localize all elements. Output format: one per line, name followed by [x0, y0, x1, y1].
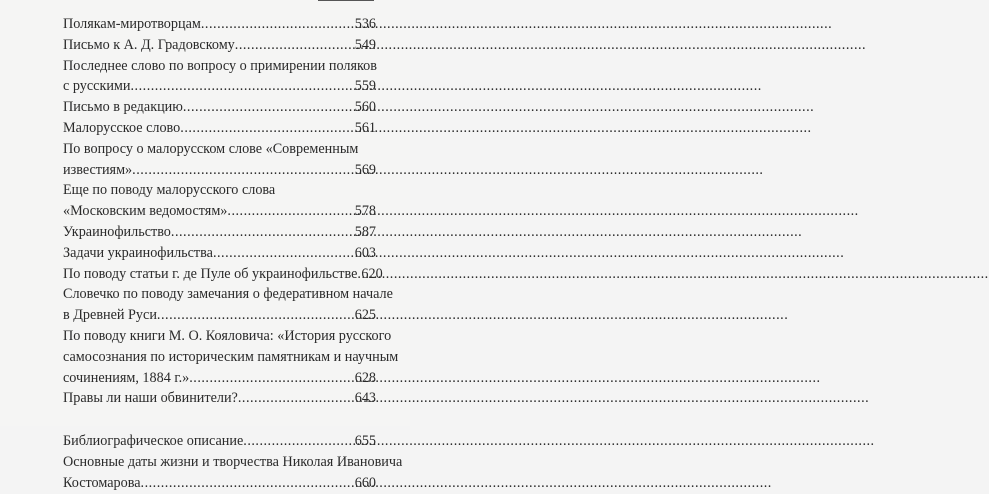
toc-entry[interactable]: [63, 264, 383, 285]
toc-entry-title-line: известиям»: [63, 161, 133, 178]
table-of-contents: [63, 14, 403, 494]
dot-leader: [238, 388, 355, 409]
dot-leader: [141, 473, 355, 494]
toc-entry-page: 620: [361, 265, 383, 282]
toc-entry[interactable]: [63, 118, 376, 139]
toc-entry[interactable]: [63, 284, 393, 326]
toc-entry-page: 628: [354, 369, 376, 386]
toc-entry[interactable]: [63, 180, 376, 222]
toc-entry-title-line: с русскими: [63, 78, 131, 95]
toc-entry[interactable]: [63, 35, 376, 56]
toc-entry-title: Малорусское слово: [63, 119, 181, 136]
toc-entry-page: 625: [354, 307, 376, 324]
dot-leader: [131, 76, 355, 97]
dot-leader: [235, 35, 355, 56]
dot-leader: [171, 222, 355, 243]
dot-leader: [157, 305, 355, 326]
toc-entry-title: Библиографическое описание: [63, 433, 244, 450]
dot-leader: [183, 97, 355, 118]
toc-entry-page: 560: [354, 99, 376, 116]
toc-entry-page: 660: [354, 474, 376, 491]
book-page: [0, 0, 410, 491]
toc-entry-title-line: самосознания по историческим памятникам и научным: [63, 348, 399, 365]
dot-leader: [243, 431, 354, 452]
toc-entry-page: 559: [354, 78, 376, 95]
section-spacer: [63, 409, 376, 431]
toc-entry-page: 603: [354, 244, 376, 261]
toc-entry[interactable]: [63, 452, 403, 494]
toc-entry-title-line: Словечко по поводу замечания о федеративном начале: [63, 286, 393, 303]
header-rule: [318, 0, 374, 1]
toc-entry[interactable]: [63, 14, 376, 35]
toc-entry-title-line: Еще по поводу малорусского слова: [63, 182, 276, 199]
toc-entry-page: 578: [354, 203, 376, 220]
toc-entry-title-line: «Московским ведомостям»: [63, 203, 228, 220]
toc-entry-title: Задачи украинофильства: [63, 244, 213, 261]
toc-entry-page: 655: [354, 433, 376, 450]
toc-entry[interactable]: [63, 388, 376, 409]
toc-entry-title-line: Костомарова: [63, 474, 141, 491]
toc-entry-title: Правы ли наши обвинители?: [63, 390, 238, 407]
toc-entry-page: 569: [354, 161, 376, 178]
toc-entry-title-line: Основные даты жизни и творчества Николая Ивановича: [63, 453, 403, 470]
toc-entry-page: 549: [354, 36, 376, 53]
toc-entry-page: 561: [354, 119, 376, 136]
toc-entry[interactable]: [63, 243, 376, 264]
toc-entry-title-line: Последнее слово по вопросу о примирении поляков: [63, 57, 377, 74]
toc-entry[interactable]: [63, 97, 376, 118]
toc-entry-title-line: По вопросу о малорусском слове «Современным: [63, 140, 359, 157]
toc-entry[interactable]: [63, 139, 376, 181]
dot-leader: [213, 243, 355, 264]
toc-entry-title: По поводу статьи г. де Пуле об украинофильстве: [63, 265, 358, 282]
toc-entry-title: Полякам-миротворцам: [63, 16, 201, 32]
toc-entry[interactable]: [63, 222, 376, 243]
toc-entry-title: Письмо к А. Д. Градовскому: [63, 36, 235, 53]
toc-entry[interactable]: [63, 431, 376, 452]
dot-leader: [189, 368, 355, 389]
toc-entry-title-line: По поводу книги М. О. Кояловича: «История русского: [63, 327, 392, 344]
dot-leader: [180, 118, 354, 139]
toc-entry-page: 643: [354, 390, 376, 407]
toc-entry-title: Письмо в редакцию: [63, 99, 183, 116]
toc-entry[interactable]: [63, 326, 399, 388]
toc-entry-title: Украинофильство: [63, 223, 171, 240]
toc-entry-page: 536: [354, 16, 376, 32]
dot-leader: [227, 201, 354, 222]
toc-entry-page: 587: [354, 223, 376, 240]
toc-entry[interactable]: [63, 56, 376, 98]
dot-leader: [132, 160, 355, 181]
dot-leader: [201, 14, 355, 35]
toc-entry-title-line: сочинениям, 1884 г.»: [63, 369, 190, 386]
toc-entry-title-line: в Древней Руси: [63, 307, 157, 324]
